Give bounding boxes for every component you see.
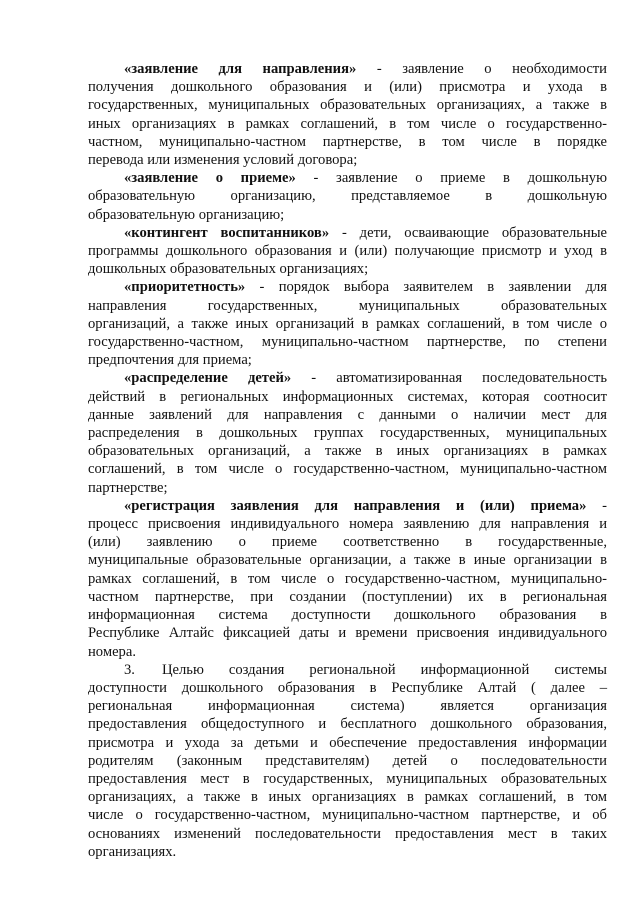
defined-term: «контингент воспитанников» [124,224,330,241]
definition-pupil-contingent [88,224,607,279]
defined-term: «распределение детей» [124,370,292,387]
paragraph-first-line: «регистрация заявления для направления и (или) приема» - [124,497,608,514]
paragraph-line: родителям (законным представителям) детей о последовательности [88,752,607,769]
defined-term: «заявление о приеме» [124,170,296,187]
defined-term: «регистрация заявления для направления и (или) приема» [124,497,587,514]
paragraph-line: частном партнерстве, при создании (поступлении) их в региональная [88,588,607,605]
paragraph-line: действий в региональных информационных системах, которая соотносит [88,388,607,405]
paragraph-line: муниципальные образовательные организации, а также в иные организации в [88,552,607,569]
paragraph-first-line: 3. Целью создания региональной информационной системы [124,661,607,678]
paragraph-line: партнерстве; [88,479,168,496]
paragraph-line: направления государственных, муниципальных образовательных [88,297,607,314]
definition-priority [88,278,607,369]
definition-registration-of-application [88,497,607,661]
clause-number: 3. [124,661,135,678]
paragraph-first-line: «контингент воспитанников» - дети, осваивающие образовательные [124,224,607,241]
paragraph-line: образовательную организацию; [88,206,285,223]
definition-distribution-of-children [88,369,607,496]
paragraph-line: перевода или изменения условий договора; [88,152,358,169]
paragraph-line: номера. [88,643,136,660]
paragraph-line: получения дошкольного образования и (или) присмотра и ухода в [88,79,607,96]
paragraph-line: процесс присвоения индивидуального номера заявлению для направления и [88,516,607,533]
paragraph-line: образовательную организацию, представляемое в дошкольную [88,188,607,205]
paragraph-line: (или) заявлению о приеме соответственно в государственные, [88,534,607,551]
paragraph-line: предоставления общедоступного и бесплатного дошкольного образования, [88,716,607,733]
paragraph-line: информационная система доступности дошкольного образования в [88,607,607,624]
paragraph-first-line: «приоритетность» - порядок выбора заявителем в заявлении для [124,279,607,296]
paragraph-line: организациях. [88,843,177,860]
paragraph-line: рамках соглашений, в том числе о государственно-частном, муниципально- [88,570,607,587]
paragraph-line: Республике Алтайс фиксацией даты и времени присвоения индивидуального [88,625,607,642]
paragraph-line: дошкольных образовательных организациях; [88,261,369,278]
paragraph-line: присмотра и ухода за детьми и обеспечение предоставления информации [88,734,607,751]
paragraph-line: государственных, муниципальных образовательных организациях, а также в [88,97,607,114]
paragraph-line: организаций, а также иных организаций в рамках соглашений, в том числе о [88,315,607,332]
clause-3-purpose [88,661,607,861]
paragraph-line: основаниях изменений последовательности предоставления мест в таких [88,825,607,842]
paragraph-line: соглашений, в том числе о государственно-частном, муниципально-частном [88,461,607,478]
paragraph-line: предпочтения для приема; [88,352,252,369]
defined-term: «приоритетность» [124,279,246,296]
paragraph-first-line: «заявление для направления» - заявление о необходимости [124,61,607,77]
paragraph-line: государственно-частном, муниципально-частном партнерстве, по степени [88,334,607,351]
paragraph-line: распределения в дошкольных группах государственных, муниципальных [88,425,607,442]
defined-term: «заявление для направления» [124,61,357,77]
definition-application-for-referral [88,60,607,169]
paragraph-line: числе о государственно-частном, муниципально-частном партнерстве, и об [88,807,607,824]
paragraph-line: иных организациях в рамках соглашений, в том числе о государственно- [88,115,607,132]
paragraph-line: предоставления мест в государственных, муниципальных образовательных [88,770,607,787]
paragraph-line: образовательных организаций, а также в иных организациях в рамках [88,443,607,460]
paragraph-first-line: «заявление о приеме» - заявление о приеме в дошкольную [124,170,607,187]
paragraph-line: доступности дошкольного образования в Республике Алтай ( далее – [88,679,607,696]
paragraph-line: организациях, а также в иных организациях в рамках соглашений, в том [88,789,607,806]
paragraph-line: данные заявлений для направления с данными о наличии мест для [88,406,607,423]
definition-application-for-admission [88,169,607,224]
paragraph-line: программы дошкольного образования и (или) получающие присмотр и уход в [88,243,607,260]
paragraph-first-line: «распределение детей» - автоматизированная последовательность [124,370,607,387]
paragraph-line: региональная информационная система) является организация [88,698,607,715]
paragraph-line: частном, муниципально-частном партнерстве, в том числе в порядке [88,133,607,150]
